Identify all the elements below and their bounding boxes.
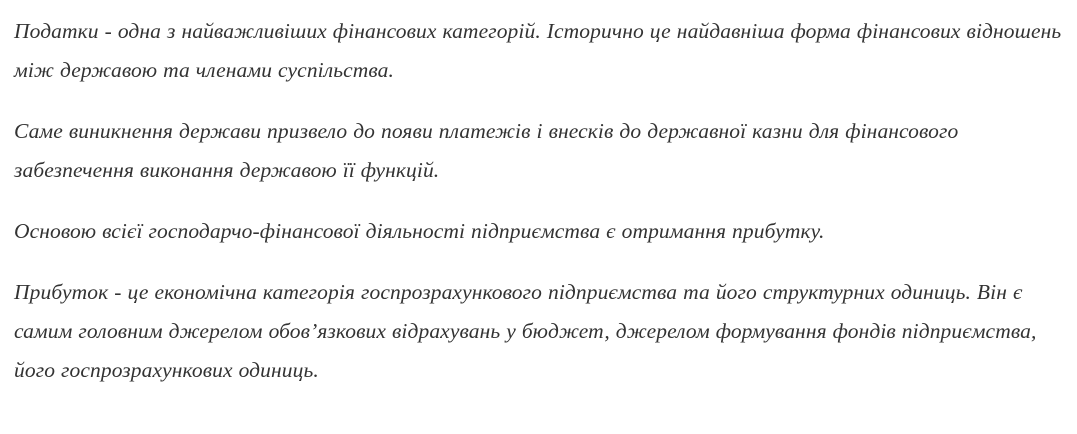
paragraph: Основою всієї господарчо-фінансової діяльності підприємства є отримання прибутку. xyxy=(14,219,825,243)
paragraph: Прибуток - це економічна категорія госпрозрахункового підприємства та його структурних одиниць. Він є самим головним джерелом обов’язкових відрахувань у бюджет, джерелом формування фондів підприємства, його госпрозрахункових одиниць. xyxy=(14,280,1037,382)
paragraph: Податки - одна з найважливіших фінансових категорій. Історично це найдавніша форма фінансових відношень між державою та членами суспільства. xyxy=(14,19,1062,82)
paragraph: Саме виникнення держави призвело до появи платежів і внесків до державної казни для фінансового забезпечення виконання державою її функцій. xyxy=(14,119,959,182)
